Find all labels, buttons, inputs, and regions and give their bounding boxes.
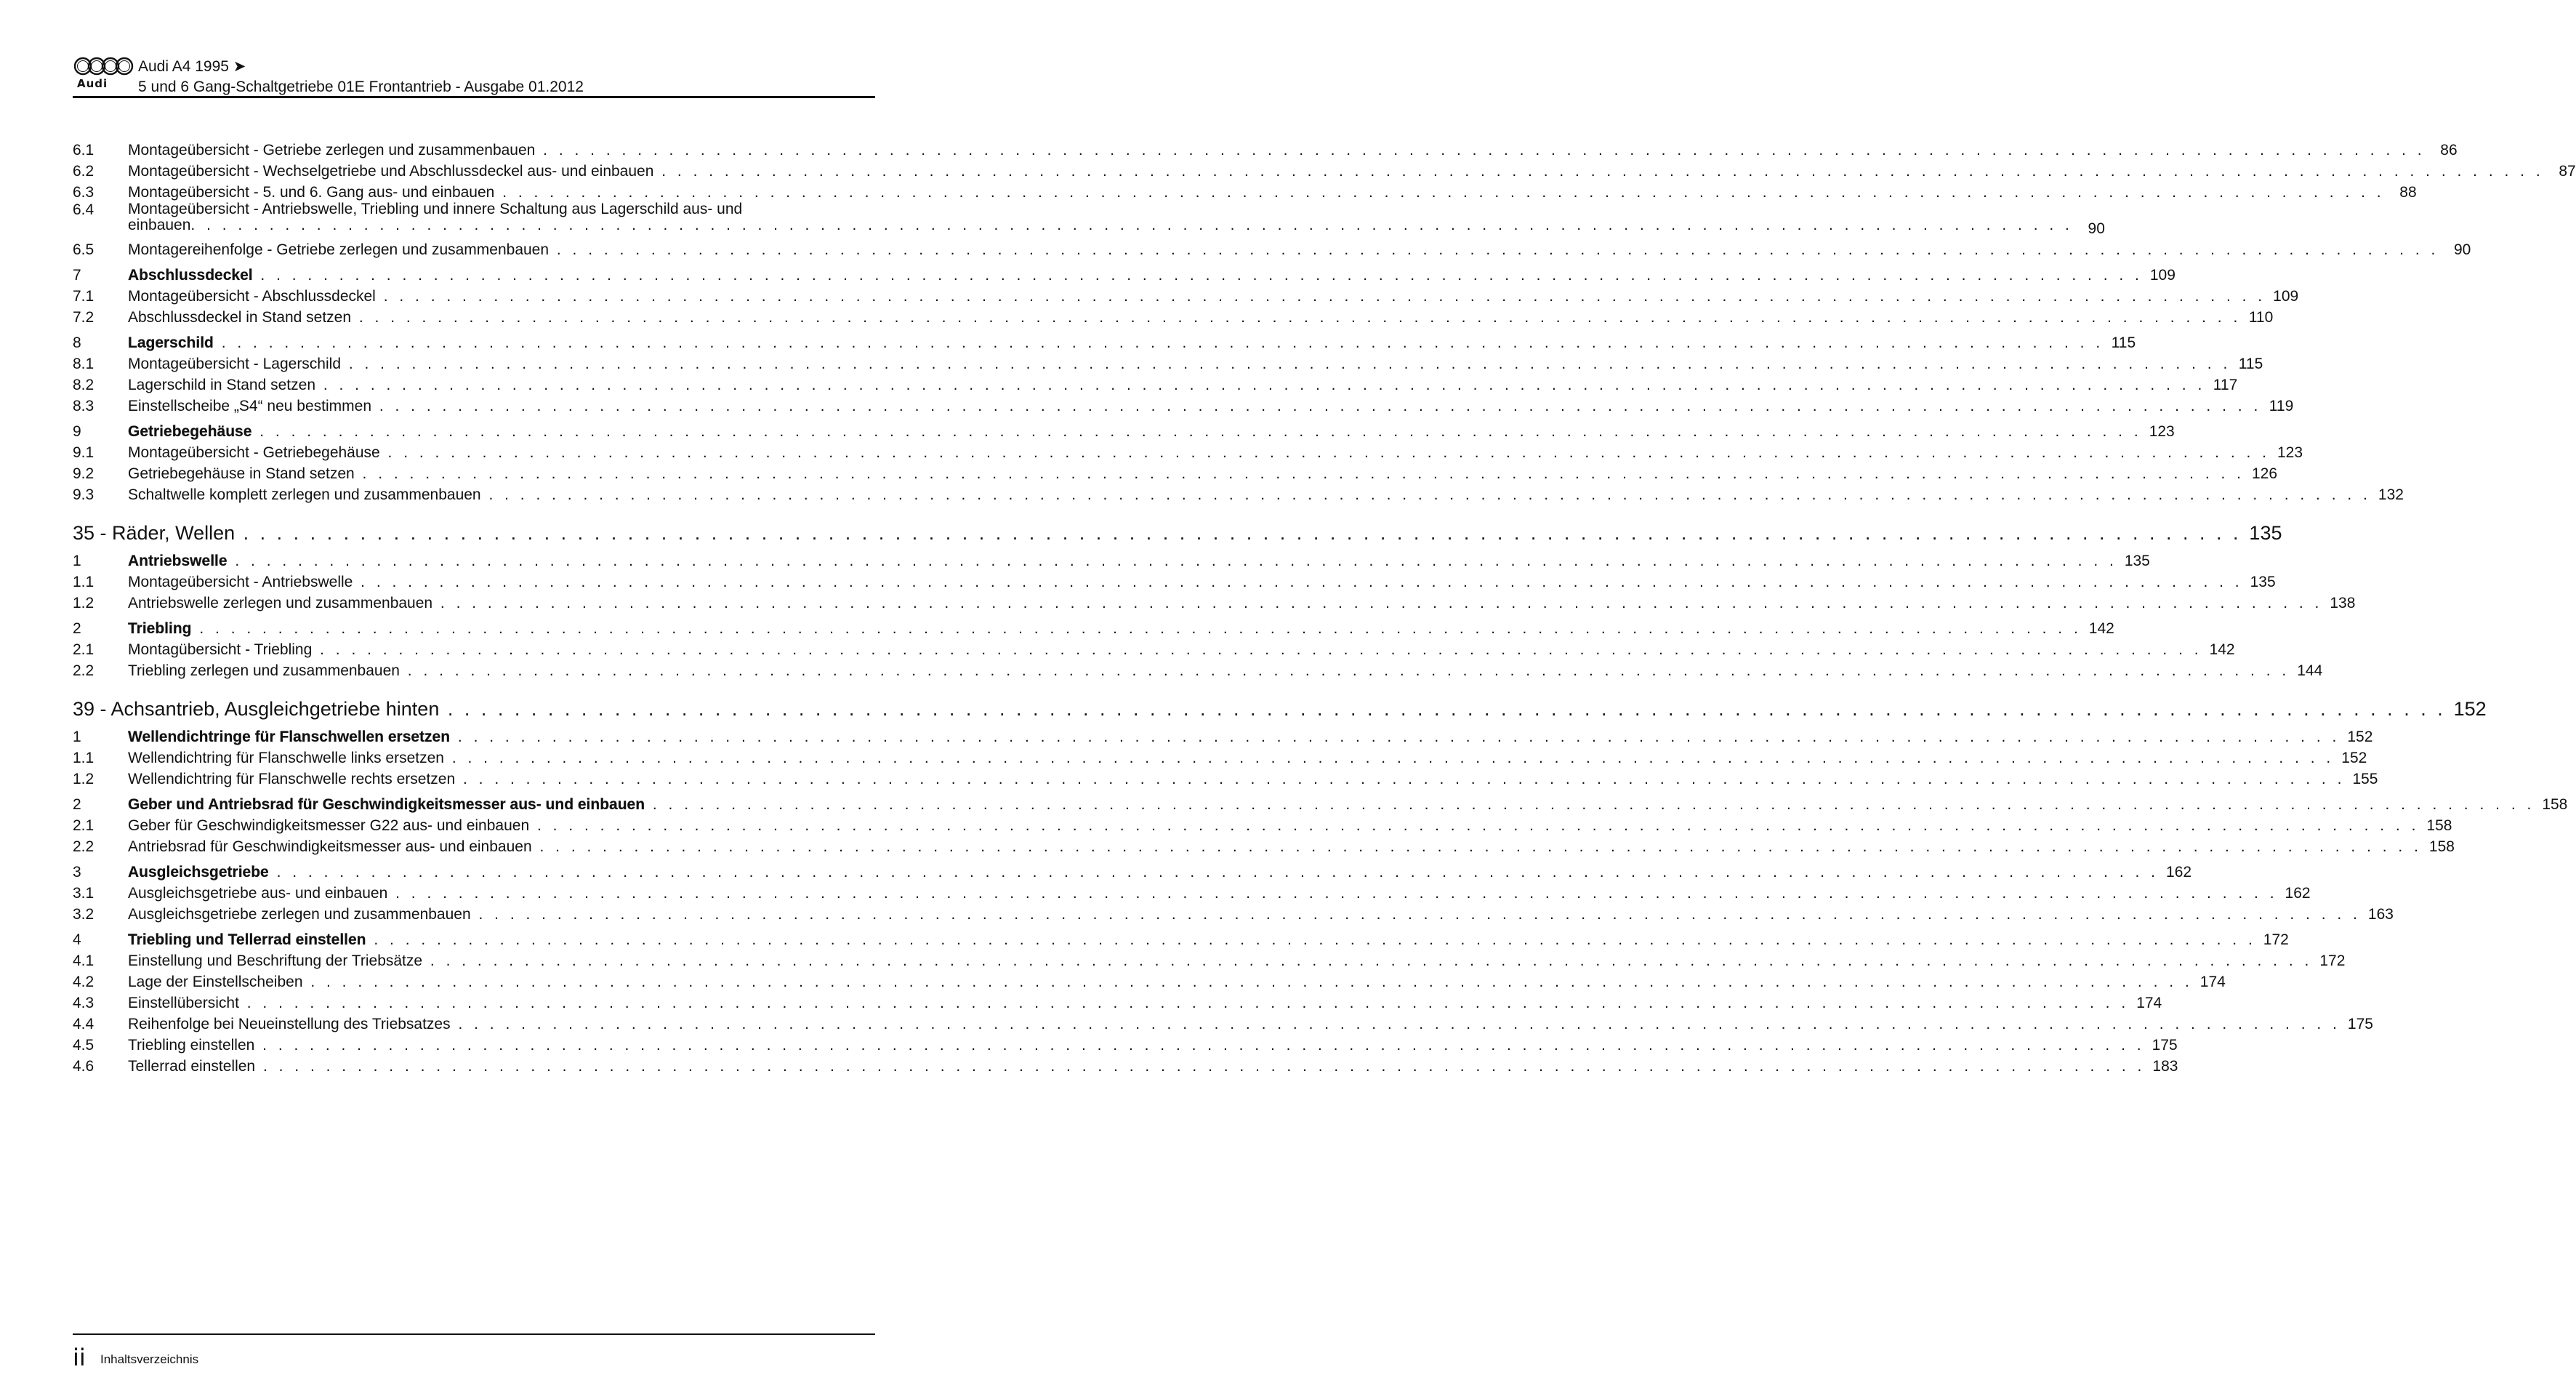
footer-label: Inhaltsverzeichnis (100, 1352, 199, 1366)
toc-entry-text: Montagereihenfolge - Getriebe zerlegen und zusammenbauen (128, 241, 550, 258)
toc-dot-leader: . . . . . . . . . . . . . . . . . . . . . . . . . . . . . . . . . . . . . . . . . . . . . . . . . . . . . . . . . . . . . . . . . . . . . . . . . . . . . . . . . . . . . . . . . . . . . . . . . . . . . . . . . . . . . . . . . . . . . . . . (549, 241, 2439, 258)
toc-entry[interactable] (73, 1012, 2373, 1033)
toc-entry[interactable] (73, 462, 2278, 483)
toc-entry[interactable] (73, 570, 2276, 591)
toc-entry-text: Antriebswelle (128, 553, 228, 569)
toc-dot-leader: . . . . . . . . . . . . . . . . . . . . . . . . . . . . . . . . . . . . . . . . . . . . . . . . . . . . . . . . . . . . . . . . . . . . . . . . . . . . . . . . . . . . . . . . . . . . . . . . . . . . . . . . . . . . . . . . . . . . . . . . (302, 974, 2193, 990)
toc-entry[interactable] (73, 180, 2417, 201)
toc-entry-number: 8.2 (73, 377, 94, 393)
toc-entry-number: 8.1 (73, 356, 94, 372)
toc-entry-page: 175 (2152, 1037, 2178, 1054)
toc-dot-leader: . . . . . . . . . . . . . . . . . . . . . . . . . . . . . . . . . . . . . . . . . . . . . . . . . . . . . . . . . . . . . . . . . . . . . . . . . . . . . . . . . . . . . . . . . . . . . . . . . . . . . . . . . . . . . . . . . . . . . . . . (531, 838, 2422, 855)
toc-entry-number: 1.2 (73, 771, 94, 787)
toc-entry-page: 126 (2252, 465, 2278, 482)
toc-entry-page: 152 (2347, 729, 2373, 745)
toc-section-entry[interactable] (73, 331, 2136, 352)
toc-dot-leader: . . . . . . . . . . . . . . . . . . . . . . . . . . . . . . . . . . . . . . . . . . . . . . . . . . . . . . . . . . . . . . . . . . . . . . . . . . . . . . . . . . . . . . . . . . . . . . . . . . . . . . . . . . . . . . . . . . . . . . . . (529, 817, 2420, 834)
toc-entry-number: 8.3 (73, 398, 94, 414)
toc-entry-title (128, 595, 2322, 612)
toc-entry-text: Geber für Geschwindigkeitsmesser G22 aus- und einbauen (128, 817, 530, 834)
toc-entry-page: 90 (2088, 220, 2105, 237)
toc-entry-number: 6.1 (73, 142, 94, 159)
toc-entry-text: Getriebegehäuse in Stand setzen (128, 465, 355, 482)
toc-entry-text: Abschlussdeckel in Stand setzen (128, 309, 352, 326)
toc-dot-leader: . . . . . . . . . . . . . . . . . . . . . . . . . . . . . . . . . . . . . . . . . . . . . . . . . . . . . . . . . . . . . . . . . . . . . . . . . . . . . . . . . . . . . . . . . . . . . . . . . . . . . . . . . . . . . . . . . . . . . . . . (213, 334, 2104, 351)
toc-entry[interactable] (73, 835, 2455, 856)
toc-entry-page: 117 (2213, 377, 2238, 393)
document-title: Audi A4 1995 ➤ (138, 58, 246, 75)
toc-entry-page: 138 (2330, 595, 2356, 611)
toc-entry[interactable] (73, 284, 2299, 305)
toc-section-entry[interactable] (73, 549, 2150, 570)
toc-entry-text: Montageübersicht - Getriebegehäuse (128, 444, 380, 461)
toc-entry-title (128, 906, 2361, 923)
toc-entry-text: Montageübersicht - Wechselgetriebe und Abschlussdeckel aus- und einbauen (128, 163, 654, 180)
toc-entry[interactable] (73, 138, 2458, 159)
toc-entry[interactable] (73, 1054, 2178, 1075)
toc-entry-number: 7 (73, 267, 81, 284)
toc-entry[interactable] (73, 881, 2311, 902)
toc-entry[interactable] (73, 441, 2303, 462)
toc-entry-title (128, 885, 2278, 902)
toc-entry-title (73, 698, 2446, 721)
toc-entry-text: Lagerschild (128, 334, 214, 351)
toc-entry-page: 162 (2285, 885, 2311, 902)
toc-entry[interactable] (73, 746, 2367, 767)
toc-entry-title (128, 817, 2419, 835)
toc-chapter-entry[interactable] (73, 689, 2487, 721)
toc-entry-title (128, 750, 2334, 767)
toc-entry-number: 4.3 (73, 995, 94, 1011)
toc-dot-leader: . . . . . . . . . . . . . . . . . . . . . . . . . . . . . . . . . . . . . . . . . . . . . . . . . . . . . . . . . . . . . . . . . . . . . . . . . . . . . . . . . . . . . . . . . . . . . . . . . . . . . . . . . . . . . . . . . . . . . . . . (439, 698, 2446, 720)
toc-chapter-entry[interactable] (73, 513, 2282, 545)
toc-entry-page: 123 (2149, 423, 2175, 440)
toc-entry[interactable] (73, 1033, 2178, 1054)
toc-entry-page: 183 (2152, 1058, 2178, 1075)
toc-entry-page: 163 (2367, 906, 2394, 923)
toc-entry-text: Montageübersicht - Antriebswelle (128, 574, 353, 590)
toc-entry-title (128, 486, 2371, 504)
toc-entry-page: 90 (2453, 241, 2471, 258)
toc-entry-text: Ausgleichsgetriebe zerlegen und zusammenbauen (128, 906, 471, 923)
toc-entry-title (128, 1037, 2145, 1054)
toc-entry-text: Wellendichtringe für Flanschwellen ersetzen (128, 729, 451, 745)
toc-entry-text: Einstellübersicht (128, 995, 239, 1011)
toc-entry-page: 158 (2426, 817, 2452, 834)
toc-entry-title (128, 662, 2290, 680)
toc-entry-text: Getriebegehäuse (128, 423, 252, 440)
toc-entry[interactable] (73, 991, 2162, 1012)
toc-entry-page: 172 (2263, 931, 2289, 948)
toc-entry-title (128, 184, 2385, 201)
toc-entry-title-line2: einbauen (128, 217, 191, 233)
toc-entry-number: 9.3 (73, 486, 94, 503)
toc-entry-text: Lage der Einstellscheiben (128, 974, 303, 990)
toc-entry[interactable] (73, 970, 2226, 991)
toc-entry-page: 162 (2166, 864, 2192, 880)
toc-entry-title (128, 398, 2261, 415)
toc-dot-leader: . . . . . . . . . . . . . . . . . . . . . . . . . . . . . . . . . . . . . . . . . . . . . . . . . . . . . . . . . . . . . . . . . . . . . . . . . . . . . . . . . . . . . . . . . . . . . . . . . . . . . . . . . . . . . . . . . . . . . . . . (470, 906, 2361, 923)
toc-entry-text: Wellendichtring für Flanschwelle rechts ersetzen (128, 771, 456, 787)
toc-entry-number: 1 (73, 729, 81, 745)
toc-entry-title (128, 995, 2129, 1012)
toc-section-entry[interactable] (73, 617, 2114, 638)
toc-entry-title (128, 201, 2073, 233)
toc-entry-page: 155 (2352, 771, 2378, 787)
toc-entry-number: 7.1 (73, 288, 94, 305)
toc-entry-title (128, 771, 2345, 788)
toc-entry-text: Ausgleichsgetriebe aus- und einbauen (128, 885, 388, 902)
toc-entry-title (128, 729, 2340, 746)
toc-entry-number: 1.2 (73, 595, 94, 611)
toc-entry-title (128, 377, 2205, 394)
toc-entry-text: Triebling (128, 620, 192, 637)
toc-entry-text: Triebling zerlegen und zusammenbauen (128, 662, 400, 679)
toc-entry-number: 6.3 (73, 184, 94, 201)
toc-entry-number: 3.2 (73, 906, 94, 923)
table-of-contents (73, 138, 2576, 1075)
toc-dot-leader: . . . . . . . . . . . . . . . . . . . . . . . . . . . . . . . . . . . . . . . . . . . . . . . . . . . . . . . . . . . . . . . . . . . . . . . . . . . . . . . . . . . . . . . . . . . . . . . . . . . . . . . . . . . . . . . . . . . . . . . . (450, 1016, 2340, 1032)
toc-entry-number: 4.5 (73, 1037, 94, 1054)
audi-logo (73, 57, 135, 89)
toc-dot-leader: . . . . . . . . . . . . . . . . . . . . . . . . . . . . . . . . . . . . . . . . . . . . . . . . . . . . . . . . . . . . . . . . . . . . . . . . . . . . . . . . . . . . . . . . . . . . . . . . . . . . . . . . . . . . . . . . . . . . . . . . (190, 217, 2073, 233)
toc-dot-leader: . . . . . . . . . . . . . . . . . . . . . . . . . . . . . . . . . . . . . . . . . . . . . . . . . . . . . . . . . . . . . . . . . . . . . . . . . . . . . . . . . . . . . . . . . . . . . . . . . . . . . . . . . . . . . . . . . . . . . . . . (238, 995, 2130, 1011)
toc-entry[interactable] (73, 238, 2471, 259)
toc-entry-title (128, 444, 2270, 462)
toc-entry-title (128, 931, 2256, 949)
toc-dot-leader: . . . . . . . . . . . . . . . . . . . . . . . . . . . . . . . . . . . . . . . . . . . . . . . . . . . . . . . . . . . . . . . . . . . . . . . . . . . . . . . . . . . . . . . . . . . . . . . . . . . . . . . . . . . . . . . . . . . . . . . . (432, 595, 2323, 611)
toc-entry-number: 2.1 (73, 817, 94, 834)
toc-entry-number: 8 (73, 334, 81, 351)
toc-entry-title (128, 267, 2143, 284)
toc-entry-text: Triebling und Tellerrad einstellen (128, 931, 366, 948)
toc-entry-number: 4.4 (73, 1016, 94, 1032)
toc-entry-page: 144 (2297, 662, 2323, 679)
toc-entry-title (128, 864, 2159, 881)
toc-dot-leader: . . . . . . . . . . . . . . . . . . . . . . . . . . . . . . . . . . . . . . . . . . . . . . . . . . . . . . . . . . . . . . . . . . . . . . . . . . . . . . . . . . . . . . . . . . . . . . . . . . . . . . . . . . . . . . . . . . . . . . . . (480, 486, 2371, 503)
toc-entry-page: 86 (2440, 142, 2458, 159)
toc-entry-page: 175 (2347, 1016, 2373, 1032)
toc-entry-text: Montageübersicht - Lagerschild (128, 356, 341, 372)
toc-entry-text: Triebling einstellen (128, 1037, 255, 1054)
toc-entry-title (128, 309, 2241, 326)
toc-section-entry[interactable] (73, 263, 2175, 284)
toc-entry[interactable] (73, 394, 2294, 415)
toc-section-entry[interactable] (73, 793, 2568, 814)
toc-entry[interactable] (73, 902, 2394, 923)
toc-entry[interactable] (73, 201, 2105, 238)
toc-entry-text: Einstellscheibe „S4“ neu bestimmen (128, 398, 371, 414)
toc-entry-title (128, 952, 2312, 970)
toc-entry-title (128, 620, 2082, 638)
document-subtitle: 5 und 6 Gang-Schaltgetriebe 01E Frontantrieb - Ausgabe 01.2012 (138, 79, 584, 95)
toc-entry-text: Lagerschild in Stand setzen (128, 377, 315, 393)
toc-entry-page: 88 (2399, 184, 2417, 201)
toc-entry-text: Montageübersicht - 5. und 6. Gang aus- und einbauen (128, 184, 495, 201)
toc-entry-page: 142 (2088, 620, 2114, 637)
toc-dot-leader: . . . . . . . . . . . . . . . . . . . . . . . . . . . . . . . . . . . . . . . . . . . . . . . . . . . . . . . . . . . . . . . . . . . . . . . . . . . . . . . . . . . . . . . . . . . . . . . . . . . . . . . . . . . . . . . . . . . . . . . . (375, 288, 2266, 305)
toc-dot-leader: . . . . . . . . . . . . . . . . . . . . . . . . . . . . . . . . . . . . . . . . . . . . . . . . . . . . . . . . . . . . . . . . . . . . . . . . . . . . . . . . . . . . . . . . . . . . . . . . . . . . . . . . . . . . . . . . . . . . . . . . (371, 398, 2262, 414)
toc-dot-leader: . . . . . . . . . . . . . . . . . . . . . . . . . . . . . . . . . . . . . . . . . . . . . . . . . . . . . . . . . . . . . . . . . . . . . . . . . . . . . . . . . . . . . . . . . . . . . . . . . . . . . . . . . . . . . . . . . . . . . . . . (252, 267, 2143, 284)
toc-dot-leader: . . . . . . . . . . . . . . . . . . . . . . . . . . . . . . . . . . . . . . . . . . . . . . . . . . . . . . . . . . . . . . . . . . . . . . . . . . . . . . . . . . . . . . . . . . . . . . . . . . . . . . . . . . . . . . . . . . . . . . . . (494, 184, 2385, 201)
toc-dot-leader: . . . . . . . . . . . . . . . . . . . . . . . . . . . . . . . . . . . . . . . . . . . . . . . . . . . . . . . . . . . . . . . . . . . . . . . . . . . . . . . . . . . . . . . . . . . . . . . . . . . . . . . . . . . . . . . . . . . . . . . . (312, 641, 2202, 658)
toc-entry-page: 109 (2149, 267, 2175, 284)
toc-entry-title (128, 553, 2117, 570)
toc-entry[interactable] (73, 659, 2323, 680)
toc-entry-title (128, 356, 2231, 373)
toc-entry[interactable] (73, 159, 2576, 180)
toc-dot-leader: . . . . . . . . . . . . . . . . . . . . . . . . . . . . . . . . . . . . . . . . . . . . . . . . . . . . . . . . . . . . . . . . . . . . . . . . . . . . . . . . . . . . . . . . . . . . . . . . . . . . . . . . . . . . . . . . . . . . . . . . (422, 952, 2313, 969)
toc-entry-text: Tellerrad einstellen (128, 1058, 256, 1075)
toc-dot-leader: . . . . . . . . . . . . . . . . . . . . . . . . . . . . . . . . . . . . . . . . . . . . . . . . . . . . . . . . . . . . . . . . . . . . . . . . . . . . . . . . . . . . . . . . . . . . . . . . . . . . . . . . . . . . . . . . . . . . . . . . (387, 885, 2278, 902)
toc-entry-title (128, 838, 2422, 856)
toc-dot-leader: . . . . . . . . . . . . . . . . . . . . . . . . . . . . . . . . . . . . . . . . . . . . . . . . . . . . . . . . . . . . . . . . . . . . . . . . . . . . . . . . . . . . . . . . . . . . . . . . . . . . . . . . . . . . . . . . . . . . . . . . (268, 864, 2160, 880)
toc-entry-title (73, 522, 2241, 545)
toc-section-entry[interactable] (73, 725, 2373, 746)
toc-entry-page: 135 (2124, 553, 2150, 569)
toc-entry-page: 135 (2249, 522, 2282, 544)
toc-entry-title-line1: Montageübersicht - Antriebswelle, Triebling und innere Schaltung aus Lagerschild aus- und (128, 201, 743, 217)
toc-entry-title (128, 1016, 2340, 1033)
toc-entry-number: 4.2 (73, 974, 94, 990)
toc-entry-text: Abschlussdeckel (128, 267, 253, 284)
toc-section-entry[interactable] (73, 928, 2289, 949)
toc-entry[interactable] (73, 305, 2274, 326)
toc-entry-title (128, 241, 2439, 259)
toc-dot-leader: . . . . . . . . . . . . . . . . . . . . . . . . . . . . . . . . . . . . . . . . . . . . . . . . . . . . . . . . . . . . . . . . . . . . . . . . . . . . . . . . . . . . . . . . . . . . . . . . . . . . . . . . . . . . . . . . . . . . . . . . (235, 522, 2242, 544)
toc-entry[interactable] (73, 949, 2346, 970)
toc-entry-page: 158 (2542, 796, 2568, 813)
toc-dot-leader: . . . . . . . . . . . . . . . . . . . . . . . . . . . . . . . . . . . . . . . . . . . . . . . . . . . . . . . . . . . . . . . . . . . . . . . . . . . . . . . . . . . . . . . . . . . . . . . . . . . . . . . . . . . . . . . . . . . . . . . . (251, 423, 2142, 440)
toc-entry-page: 115 (2238, 356, 2263, 372)
toc-entry-text: Montageübersicht - Getriebe zerlegen und zusammenbauen (128, 142, 536, 159)
toc-dot-leader: . . . . . . . . . . . . . . . . . . . . . . . . . . . . . . . . . . . . . . . . . . . . . . . . . . . . . . . . . . . . . . . . . . . . . . . . . . . . . . . . . . . . . . . . . . . . . . . . . . . . . . . . . . . . . . . . . . . . . . . . (255, 1058, 2146, 1075)
toc-dot-leader: . . . . . . . . . . . . . . . . . . . . . . . . . . . . . . . . . . . . . . . . . . . . . . . . . . . . . . . . . . . . . . . . . . . . . . . . . . . . . . . . . . . . . . . . . . . . . . . . . . . . . . . . . . . . . . . . . . . . . . . . (351, 309, 2242, 326)
toc-entry-number: 1.1 (73, 750, 94, 766)
toc-entry-text: Schaltwelle komplett zerlegen und zusammenbauen (128, 486, 481, 503)
toc-entry-text: Antriebsrad für Geschwindigkeitsmesser aus- und einbauen (128, 838, 532, 855)
toc-entry-page: 115 (2111, 334, 2136, 351)
toc-entry-title (128, 641, 2202, 659)
toc-dot-leader: . . . . . . . . . . . . . . . . . . . . . . . . . . . . . . . . . . . . . . . . . . . . . . . . . . . . . . . . . . . . . . . . . . . . . . . . . . . . . . . . . . . . . . . . . . . . . . . . . . . . . . . . . . . . . . . . . . . . . . . . (366, 931, 2256, 948)
toc-dot-leader: . . . . . . . . . . . . . . . . . . . . . . . . . . . . . . . . . . . . . . . . . . . . . . . . . . . . . . . . . . . . . . . . . . . . . . . . . . . . . . . . . . . . . . . . . . . . . . . . . . . . . . . . . . . . . . . . . . . . . . . . (353, 574, 2243, 590)
toc-entry[interactable] (73, 352, 2263, 373)
brand-wordmark: Audi (77, 77, 108, 90)
toc-entry-number: 6.2 (73, 163, 94, 180)
toc-entry-number: 6.4 (73, 201, 94, 218)
toc-entry-page: 172 (2319, 952, 2346, 969)
toc-entry-number: 9.2 (73, 465, 94, 482)
toc-dot-leader: . . . . . . . . . . . . . . . . . . . . . . . . . . . . . . . . . . . . . . . . . . . . . . . . . . . . . . . . . . . . . . . . . . . . . . . . . . . . . . . . . . . . . . . . . . . . . . . . . . . . . . . . . . . . . . . . . . . . . . . . (341, 356, 2231, 372)
toc-entry-number: 7.2 (73, 309, 94, 326)
toc-entry[interactable] (73, 638, 2235, 659)
toc-entry-page: 158 (2428, 838, 2455, 855)
audi-rings-icon (73, 57, 135, 77)
toc-entry-number: 6.5 (73, 241, 94, 258)
toc-dot-leader: . . . . . . . . . . . . . . . . . . . . . . . . . . . . . . . . . . . . . . . . . . . . . . . . . . . . . . . . . . . . . . . . . . . . . . . . . . . . . . . . . . . . . . . . . . . . . . . . . . . . . . . . . . . . . . . . . . . . . . . . (191, 620, 2082, 637)
toc-entry-text: Ausgleichsgetriebe (128, 864, 269, 880)
toc-entry-number: 2 (73, 796, 81, 813)
toc-entry-page: 152 (2341, 750, 2367, 766)
footer-page-number: ii (73, 1344, 86, 1371)
toc-entry-page: 132 (2378, 486, 2404, 503)
toc-entry-number: 9 (73, 423, 81, 440)
toc-dot-leader: . . . . . . . . . . . . . . . . . . . . . . . . . . . . . . . . . . . . . . . . . . . . . . . . . . . . . . . . . . . . . . . . . . . . . . . . . . . . . . . . . . . . . . . . . . . . . . . . . . . . . . . . . . . . . . . . . . . . . . . . (315, 377, 2206, 393)
footer-divider (73, 1333, 875, 1335)
toc-entry-page: 142 (2209, 641, 2235, 658)
toc-entry-number: 4 (73, 931, 81, 948)
toc-dot-leader: . . . . . . . . . . . . . . . . . . . . . . . . . . . . . . . . . . . . . . . . . . . . . . . . . . . . . . . . . . . . . . . . . . . . . . . . . . . . . . . . . . . . . . . . . . . . . . . . . . . . . . . . . . . . . . . . . . . . . . . . (399, 662, 2290, 679)
toc-entry-number: 2.2 (73, 838, 94, 855)
toc-entry-page: 109 (2273, 288, 2299, 305)
toc-dot-leader: . . . . . . . . . . . . . . . . . . . . . . . . . . . . . . . . . . . . . . . . . . . . . . . . . . . . . . . . . . . . . . . . . . . . . . . . . . . . . . . . . . . . . . . . . . . . . . . . . . . . . . . . . . . . . . . . . . . . . . . . (653, 163, 2544, 180)
toc-dot-leader: . . . . . . . . . . . . . . . . . . . . . . . . . . . . . . . . . . . . . . . . . . . . . . . . . . . . . . . . . . . . . . . . . . . . . . . . . . . . . . . . . . . . . . . . . . . . . . . . . . . . . . . . . . . . . . . . . . . . . . . . (455, 771, 2346, 787)
toc-entry-title (128, 974, 2193, 991)
toc-entry-text: Wellendichtring für Flanschwelle links ersetzen (128, 750, 444, 766)
toc-entry-title (128, 574, 2243, 591)
toc-entry-text: 35 - Räder, Wellen (73, 522, 236, 544)
toc-entry-title (128, 796, 2535, 814)
toc-entry-text: Montageübersicht - Abschlussdeckel (128, 288, 376, 305)
toc-entry-title (128, 163, 2544, 180)
toc-entry-text: Geber und Antriebsrad für Geschwindigkeitsmesser aus- und einbauen (128, 796, 645, 813)
toc-entry-text: Einstellung und Beschriftung der Triebsätze (128, 952, 423, 969)
toc-entry-number: 2 (73, 620, 81, 637)
toc-entry-text: Montagübersicht - Triebling (128, 641, 313, 658)
toc-dot-leader: . . . . . . . . . . . . . . . . . . . . . . . . . . . . . . . . . . . . . . . . . . . . . . . . . . . . . . . . . . . . . . . . . . . . . . . . . . . . . . . . . . . . . . . . . . . . . . . . . . . . . . . . . . . . . . . . . . . . . . . . (450, 729, 2340, 745)
toc-dot-leader: . . . . . . . . . . . . . . . . . . . . . . . . . . . . . . . . . . . . . . . . . . . . . . . . . . . . . . . . . . . . . . . . . . . . . . . . . . . . . . . . . . . . . . . . . . . . . . . . . . . . . . . . . . . . . . . . . . . . . . . . (227, 553, 2117, 569)
toc-entry[interactable] (73, 373, 2238, 394)
toc-entry-title (128, 288, 2266, 305)
toc-entry-number: 1.1 (73, 574, 94, 590)
toc-entry-number: 2.2 (73, 662, 94, 679)
toc-dot-leader: . . . . . . . . . . . . . . . . . . . . . . . . . . . . . . . . . . . . . . . . . . . . . . . . . . . . . . . . . . . . . . . . . . . . . . . . . . . . . . . . . . . . . . . . . . . . . . . . . . . . . . . . . . . . . . . . . . . . . . . . (254, 1037, 2145, 1054)
toc-entry-page: 123 (2277, 444, 2303, 461)
toc-entry-number: 4.6 (73, 1058, 94, 1075)
toc-dot-leader: . . . . . . . . . . . . . . . . . . . . . . . . . . . . . . . . . . . . . . . . . . . . . . . . . . . . . . . . . . . . . . . . . . . . . . . . . . . . . . . . . . . . . . . . . . . . . . . . . . . . . . . . . . . . . . . . . . . . . . . . (379, 444, 2270, 461)
toc-entry-page: 110 (2248, 309, 2274, 326)
toc-entry-page: 174 (2136, 995, 2162, 1011)
toc-entry-page: 135 (2250, 574, 2276, 590)
toc-entry-number: 9.1 (73, 444, 94, 461)
toc-entry-title (128, 1058, 2145, 1075)
header-divider (73, 96, 875, 98)
toc-entry-title (128, 334, 2104, 352)
toc-entry-number: 2.1 (73, 641, 94, 658)
toc-dot-leader: . . . . . . . . . . . . . . . . . . . . . . . . . . . . . . . . . . . . . . . . . . . . . . . . . . . . . . . . . . . . . . . . . . . . . . . . . . . . . . . . . . . . . . . . . . . . . . . . . . . . . . . . . . . . . . . . . . . . . . . . (354, 465, 2245, 482)
toc-entry-text: 39 - Achsantrieb, Ausgleichgetriebe hinten (73, 698, 440, 720)
toc-entry-number: 3.1 (73, 885, 94, 902)
toc-dot-leader: . . . . . . . . . . . . . . . . . . . . . . . . . . . . . . . . . . . . . . . . . . . . . . . . . . . . . . . . . . . . . . . . . . . . . . . . . . . . . . . . . . . . . . . . . . . . . . . . . . . . . . . . . . . . . . . . . . . . . . . . (443, 750, 2335, 766)
toc-dot-leader: . . . . . . . . . . . . . . . . . . . . . . . . . . . . . . . . . . . . . . . . . . . . . . . . . . . . . . . . . . . . . . . . . . . . . . . . . . . . . . . . . . . . . . . . . . . . . . . . . . . . . . . . . . . . . . . . . . . . . . . . (645, 796, 2535, 813)
toc-section-entry[interactable] (73, 860, 2192, 881)
toc-entry-title (128, 142, 2426, 159)
toc-entry-page: 119 (2269, 398, 2294, 414)
toc-entry-page: 174 (2199, 974, 2226, 990)
toc-entry-number: 1 (73, 553, 81, 569)
toc-entry-text: Antriebswelle zerlegen und zusammenbauen (128, 595, 433, 611)
toc-dot-leader: . . . . . . . . . . . . . . . . . . . . . . . . . . . . . . . . . . . . . . . . . . . . . . . . . . . . . . . . . . . . . . . . . . . . . . . . . . . . . . . . . . . . . . . . . . . . . . . . . . . . . . . . . . . . . . . . . . . . . . . . (535, 142, 2426, 159)
toc-entry-page: 87 (2559, 163, 2576, 180)
toc-section-entry[interactable] (73, 420, 2175, 441)
toc-entry-number: 3 (73, 864, 81, 880)
toc-entry-number: 4.1 (73, 952, 94, 969)
toc-entry-title (128, 465, 2245, 483)
toc-entry[interactable] (73, 767, 2378, 788)
toc-entry[interactable] (73, 591, 2356, 612)
toc-entry[interactable] (73, 814, 2452, 835)
toc-entry-text: Reihenfolge bei Neueinstellung des Triebsatzes (128, 1016, 451, 1032)
toc-entry-title (128, 423, 2142, 441)
toc-entry-page: 152 (2453, 698, 2487, 720)
toc-entry[interactable] (73, 483, 2404, 504)
